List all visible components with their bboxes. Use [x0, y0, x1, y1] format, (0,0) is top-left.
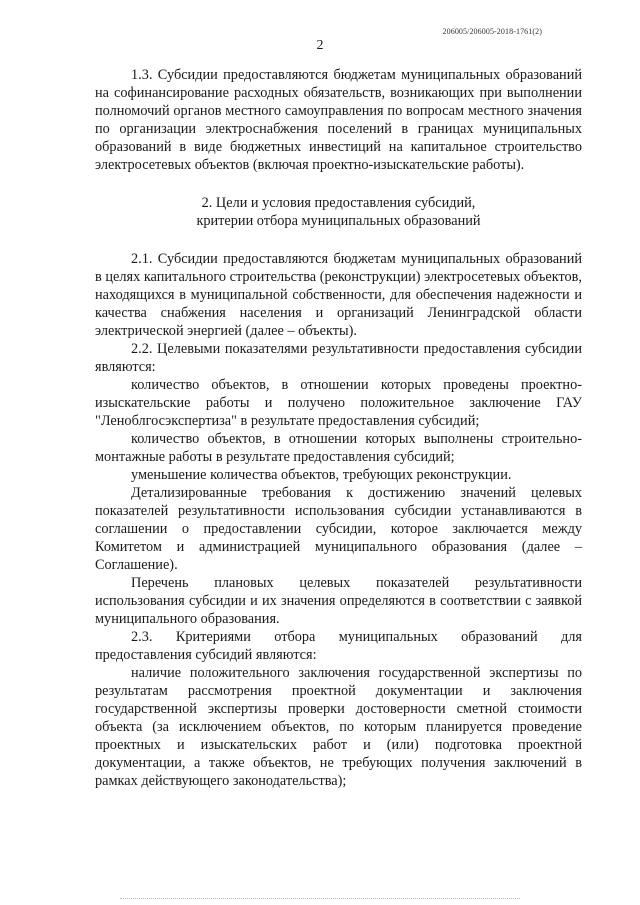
paragraph-2-2-list: Перечень плановых целевых показателей результативности использования субсидии и их значения определяются в соответствии с заявкой муниципального образования. [95, 575, 582, 627]
document-body [95, 66, 582, 790]
paragraph-2-1: 2.1. Субсидии предоставляются бюджетам муниципальных образований в целях капитального строительства (реконструкции) электросетевых объектов, находящихся в муниципальной собственности, для обеспечения надежности и качества снабжения населения и организаций Ленинградской области электрической энергией (далее – объекты). [95, 251, 582, 339]
section-2-title-line-2: критерии отбора муниципальных образований [196, 213, 481, 229]
section-2-heading [95, 194, 582, 230]
paragraph-2-2-item-b: количество объектов, в отношении которых выполнены строительно-монтажные работы в результате предоставления субсидий; [95, 431, 582, 465]
document-id: 206005/206005-2018-1761(2) [442, 27, 542, 36]
paragraph-2-3: 2.3. Критериями отбора муниципальных образований для предоставления субсидий являются: [95, 629, 582, 663]
paragraph-2-2-detail: Детализированные требования к достижению значений целевых показателей результативности использования субсидии устанавливаются в соглашении о предоставлении субсидии, которое заключается между Комитетом и администрацией муниципального образования (далее – Соглашение). [95, 485, 582, 573]
page-number: 2 [316, 38, 324, 53]
paragraph-2-2: 2.2. Целевыми показателями результативности предоставления субсидии являются: [95, 341, 582, 375]
scan-artifact-line [120, 898, 520, 901]
section-2-title-line-1: 2. Цели и условия предоставления субсидий, [201, 195, 476, 211]
paragraph-2-2-item-c: уменьшение количества объектов, требующих реконструкции. [131, 467, 512, 483]
paragraph-1-3: 1.3. Субсидии предоставляются бюджетам муниципальных образований на софинансирование расходных обязательств, возникающих при выполнении полномочий органов местного самоуправления по вопросам местного значения по организации электроснабжения поселений в границах муниципальных образований в виде бюджетных инвестиций на капитальное строительство электросетевых объектов (включая проектно-изыскательские работы). [95, 67, 582, 173]
paragraph-2-2-item-a: количество объектов, в отношении которых проведены проектно-изыскательские работы и получено положительное заключение ГАУ "Леноблгосэкспертиза" в результате предоставления субсидий; [95, 377, 582, 429]
paragraph-2-3-item-a: наличие положительного заключения государственной экспертизы по результатам рассмотрения проектной документации и заключения государственной экспертизы проверки достоверности сметной стоимости объекта (за исключением объектов, по которым планируется проведение проектных и изыскательских работ и (или) подготовка проектной документации, а также объектов, не требующих получения заключений в рамках действующего законодательства); [95, 665, 582, 789]
